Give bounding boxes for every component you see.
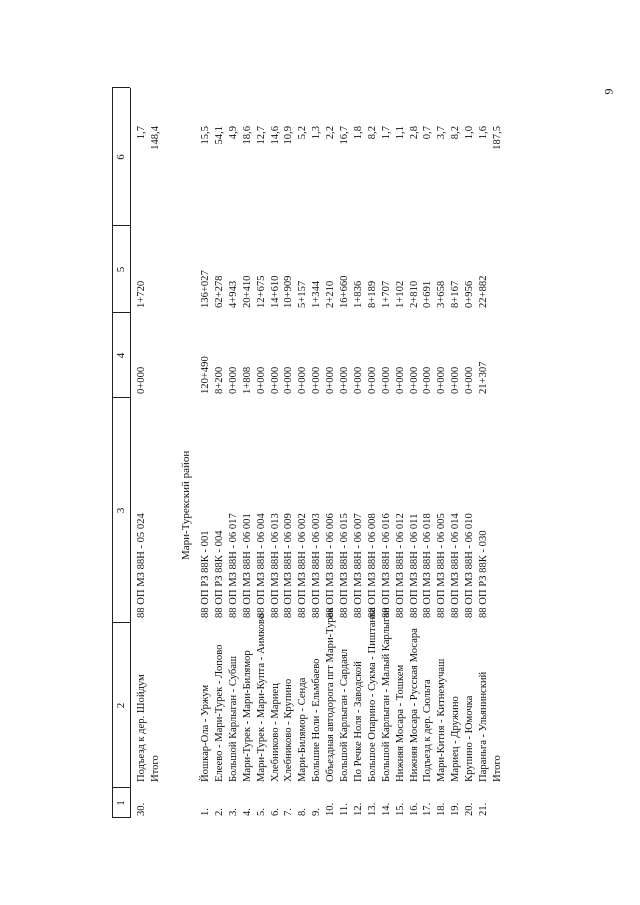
table-row — [255, 88, 269, 818]
length-km: 1,0 — [464, 126, 476, 140]
road-name: Мари-Турек - Мари-Купта - Аимково — [255, 613, 267, 782]
road-code: 88 ОП МЗ 88Н - 06 007 — [352, 513, 364, 618]
road-code: 88 ОП МЗ 88Н - 06 010 — [464, 513, 476, 618]
road-code: 88 ОП МЗ 88Н - 06 001 — [241, 513, 253, 618]
length-km: 1,7 — [136, 126, 147, 140]
road-name: Большой Карлыган - Малый Карлыган — [380, 607, 392, 782]
row-number: 1. — [200, 808, 211, 816]
length-km: 2,8 — [408, 126, 420, 140]
road-code: 88 ОП МЗ 88Н - 06 017 — [227, 513, 239, 618]
end-km: 136+027 — [200, 270, 211, 308]
table-row — [296, 88, 310, 818]
road-name: Хлебниково - Мариец — [269, 683, 281, 782]
roads-table — [112, 88, 547, 818]
row-number: 15. — [394, 802, 406, 816]
road-code: 88 ОП МЗ 88Н - 06 002 — [297, 513, 309, 618]
start-km: 0+000 — [450, 366, 462, 394]
length-km: 8,2 — [366, 126, 378, 140]
end-km: 0+691 — [422, 280, 434, 308]
end-km: 0+956 — [464, 280, 476, 308]
row-number: 21. — [478, 802, 489, 816]
row-number: 8. — [297, 808, 309, 816]
table-row — [241, 88, 255, 818]
table-row — [477, 88, 491, 818]
table-row — [408, 88, 422, 818]
start-km: 0+000 — [408, 366, 420, 394]
road-name: Йошкар-Ола - Уржум — [200, 684, 211, 782]
row-number: 3. — [227, 808, 239, 816]
road-name: Большие Ноли - Ельмбаево — [311, 658, 323, 782]
start-km: 0+000 — [255, 366, 267, 394]
road-code: 88 ОП МЗ 88Н - 06 006 — [325, 513, 337, 618]
table-row — [135, 88, 149, 818]
road-code: 88 ОП МЗ 88Н - 06 014 — [450, 513, 462, 618]
start-km: 0+000 — [325, 366, 337, 394]
row-number: 6. — [269, 808, 281, 816]
road-name: По Речке Ноля - Заводской — [352, 661, 364, 782]
length-km: 2,2 — [325, 126, 337, 140]
table-row — [227, 88, 241, 818]
table-row — [421, 88, 435, 818]
header-col-3: 3 — [115, 507, 127, 514]
table-row — [449, 88, 463, 818]
end-km: 1+720 — [136, 280, 147, 308]
table-top-border — [112, 88, 113, 818]
row-number: 7. — [283, 808, 295, 816]
road-code: 88 ОП МЗ 88Н - 06 011 — [408, 513, 420, 618]
road-code: 88 ОП РЗ 88К - 001 — [200, 530, 211, 618]
road-name: Подъезд к дер. Шойдум — [136, 674, 147, 782]
total-row — [491, 88, 505, 818]
road-code: 88 ОП МЗ 88Н - 06 003 — [311, 513, 323, 618]
table-row — [338, 88, 352, 818]
header-col-5: 5 — [115, 266, 127, 273]
road-name: Нижняя Мосара - Русская Мосара — [408, 628, 420, 782]
row-number: 18. — [436, 802, 448, 816]
row-number: 16. — [408, 802, 420, 816]
road-name: Мариец - Дружино — [450, 696, 462, 782]
end-km: 14+610 — [269, 275, 281, 308]
road-name: Большой Карлыган - Сардаял — [339, 648, 350, 782]
table-row — [282, 88, 296, 818]
road-code: 88 ОП МЗ 88Н - 06 012 — [394, 513, 406, 618]
header-bottom-border — [130, 88, 131, 818]
length-km: 1,8 — [352, 126, 364, 140]
road-name: Хлебниково - Крупино — [283, 678, 295, 782]
header-col-1: 1 — [115, 800, 127, 806]
length-km: 10,9 — [283, 126, 295, 145]
start-km: 21+307 — [478, 361, 489, 394]
road-code: 88 ОП МЗ 88Н - 06 004 — [255, 513, 267, 618]
end-km: 22+882 — [478, 275, 489, 308]
row-number: 30. — [136, 802, 147, 816]
row-number: 14. — [380, 802, 392, 816]
length-km: 1,3 — [311, 126, 323, 140]
total-label: Итого — [150, 755, 161, 782]
road-name: Мари-Китня - Китнемучаш — [436, 658, 448, 782]
page-number: 9 — [601, 88, 616, 95]
start-km: 0+000 — [339, 366, 350, 394]
table-row — [435, 88, 449, 818]
length-km: 16,7 — [339, 126, 350, 145]
length-km: 3,7 — [436, 126, 448, 140]
table-row — [324, 88, 338, 818]
length-km: 54,1 — [213, 126, 225, 145]
start-km: 0+000 — [436, 366, 448, 394]
total-label: Итого — [491, 755, 503, 782]
length-km: 12,7 — [255, 126, 267, 145]
start-km: 0+000 — [297, 366, 309, 394]
row-number: 17. — [422, 802, 434, 816]
total-value: 148,4 — [150, 126, 161, 150]
total-row — [149, 88, 163, 818]
road-name: Мари-Билямор - Сенда — [297, 677, 309, 782]
road-code: 88 ОП РЗ 88К - 030 — [478, 530, 489, 618]
road-code: 88 ОП МЗ 88Н - 06 009 — [283, 513, 295, 618]
table-row — [463, 88, 477, 818]
end-km: 1+836 — [352, 280, 364, 308]
length-km: 5,2 — [297, 126, 309, 140]
road-code: 88 ОП МЗ 88Н - 05 024 — [136, 513, 147, 618]
end-km: 2+210 — [325, 280, 337, 308]
table-row — [269, 88, 283, 818]
table-row — [213, 88, 227, 818]
length-km: 14,6 — [269, 126, 281, 145]
road-code: 88 ОП МЗ 88Н - 06 016 — [380, 513, 392, 618]
length-km: 15,5 — [200, 126, 211, 145]
length-km: 1,7 — [380, 126, 392, 140]
start-km: 0+000 — [380, 366, 392, 394]
start-km: 0+000 — [227, 366, 239, 394]
road-code: 88 ОП МЗ 88Н - 06 018 — [422, 513, 434, 618]
row-number: 11. — [339, 803, 350, 816]
row-number: 4. — [241, 808, 253, 816]
start-km: 0+000 — [136, 366, 147, 394]
header-col-2: 2 — [115, 702, 127, 709]
length-km: 4,9 — [227, 126, 239, 140]
row-number: 12. — [352, 802, 364, 816]
road-code: 88 ОП МЗ 88Н - 06 008 — [366, 513, 378, 618]
length-km: 1,6 — [478, 126, 489, 140]
road-code: 88 ОП МЗ 88Н - 06 013 — [269, 513, 281, 618]
row-number: 5. — [255, 808, 267, 816]
road-code: 88 ОП РЗ 88К - 004 — [213, 530, 225, 618]
table-row — [366, 88, 380, 818]
start-km: 120+490 — [200, 356, 211, 394]
start-km: 0+000 — [394, 366, 406, 394]
header-col-4: 4 — [115, 352, 127, 359]
total-value: 187,5 — [491, 126, 503, 150]
road-name: Крупино - Юмочка — [464, 695, 476, 782]
row-number: 19. — [450, 802, 462, 816]
end-km: 10+909 — [283, 275, 295, 308]
end-km: 1+344 — [311, 280, 323, 308]
start-km: 8+200 — [213, 366, 225, 394]
start-km: 0+000 — [352, 366, 364, 394]
end-km: 2+810 — [408, 280, 420, 308]
start-km: 0+000 — [283, 366, 295, 394]
row-number: 9. — [311, 808, 323, 816]
start-km: 1+808 — [241, 366, 253, 394]
end-km: 62+278 — [213, 275, 225, 308]
road-code: 88 ОП МЗ 88Н - 06 005 — [436, 513, 448, 618]
end-km: 1+707 — [380, 280, 392, 308]
header-col-6: 6 — [115, 154, 127, 160]
row-number: 2. — [213, 808, 225, 816]
end-km: 8+167 — [450, 280, 462, 308]
end-km: 4+943 — [227, 280, 239, 308]
road-name: Параньга - Ульянинский — [478, 671, 489, 782]
end-km: 8+189 — [366, 280, 378, 308]
end-km: 12+675 — [255, 275, 267, 308]
road-name: Большой Карлыган - Субаш — [227, 655, 239, 782]
end-km: 1+102 — [394, 280, 406, 308]
length-km: 8,2 — [450, 126, 462, 140]
end-km: 5+157 — [297, 280, 309, 308]
road-name: Объездная автодорога пгт Мари-Турек — [325, 607, 337, 782]
table-row — [310, 88, 324, 818]
table-row — [352, 88, 366, 818]
row-number: 13. — [366, 802, 378, 816]
road-code: 88 ОП МЗ 88Н - 06 015 — [339, 513, 350, 618]
road-name: Подъезд к дер. Сюльта — [422, 679, 434, 782]
start-km: 0+000 — [422, 366, 434, 394]
end-km: 16+660 — [339, 275, 350, 308]
table-row — [380, 88, 394, 818]
end-km: 3+658 — [436, 280, 448, 308]
start-km: 0+000 — [311, 366, 323, 394]
road-name: Елеево - Мари-Турек - Лопово — [213, 644, 225, 782]
table-row — [199, 88, 213, 818]
road-name: Большое Опарино - Сукма - Пиштанка — [366, 607, 378, 782]
row-number: 10. — [325, 802, 337, 816]
row-number: 20. — [464, 802, 476, 816]
road-name: Мари-Турек - Мари-Билямор — [241, 650, 253, 782]
length-km: 18,6 — [241, 126, 253, 145]
start-km: 0+000 — [464, 366, 476, 394]
table-row — [394, 88, 408, 818]
district-title: Мари-Турекский район — [180, 450, 192, 560]
road-name: Нижняя Мосара - Тошкем — [394, 664, 406, 782]
start-km: 0+000 — [366, 366, 378, 394]
length-km: 0,7 — [422, 126, 434, 140]
start-km: 0+000 — [269, 366, 281, 394]
length-km: 1,1 — [394, 126, 406, 140]
end-km: 20+410 — [241, 275, 253, 308]
